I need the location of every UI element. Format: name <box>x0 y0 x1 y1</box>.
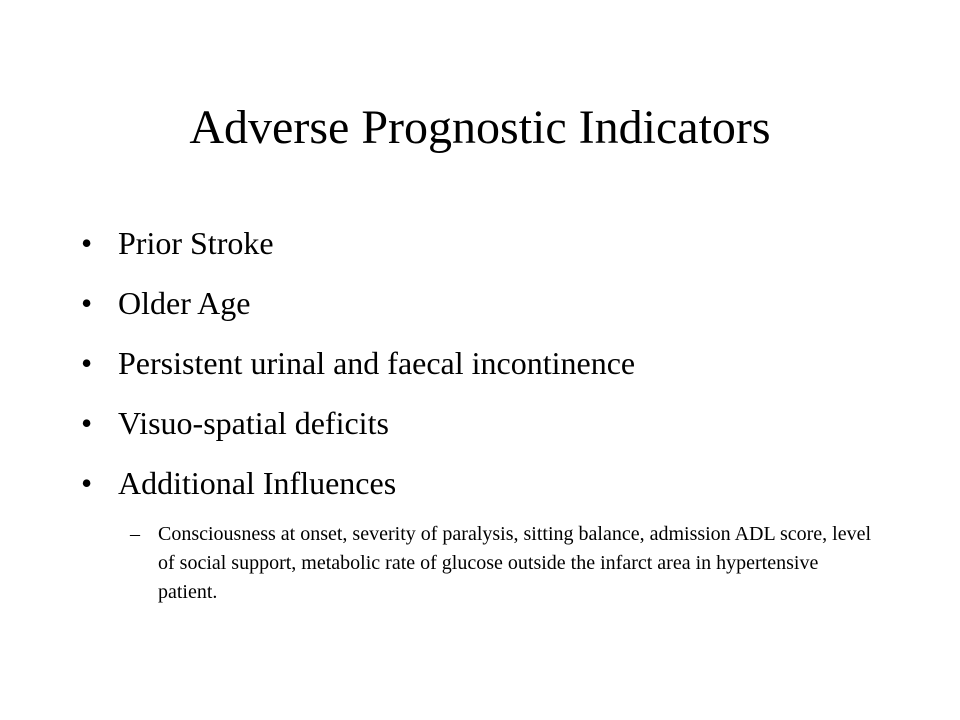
bullet-text: Persistent urinal and faecal incontinence <box>118 345 636 381</box>
bullet-marker: • <box>81 465 93 501</box>
bullet-item <box>0 458 960 518</box>
bullet-marker: • <box>81 285 93 321</box>
sub-bullet-marker: – <box>130 523 140 545</box>
bullet-text: Prior Stroke <box>118 225 274 261</box>
bullet-marker: • <box>81 225 93 261</box>
bullet-text: Older Age <box>118 285 251 321</box>
bullet-item <box>0 218 960 278</box>
slide-title: Adverse Prognostic Indicators <box>189 101 771 154</box>
bullet-marker: • <box>81 345 93 381</box>
bullet-text: Visuo-spatial deficits <box>118 405 389 441</box>
bullet-text: Additional Influences <box>118 465 397 501</box>
bullet-item <box>0 278 960 338</box>
bullet-item <box>0 398 960 458</box>
sub-bullet-text: Consciousness at onset, severity of paralysis, sitting balance, admission ADL score, level of social support, metabolic rate of glucose outside the infarct area in hypertensive patient. <box>158 523 872 603</box>
bullet-list <box>0 218 960 518</box>
bullet-marker: • <box>81 405 93 441</box>
bullet-item <box>0 338 960 398</box>
